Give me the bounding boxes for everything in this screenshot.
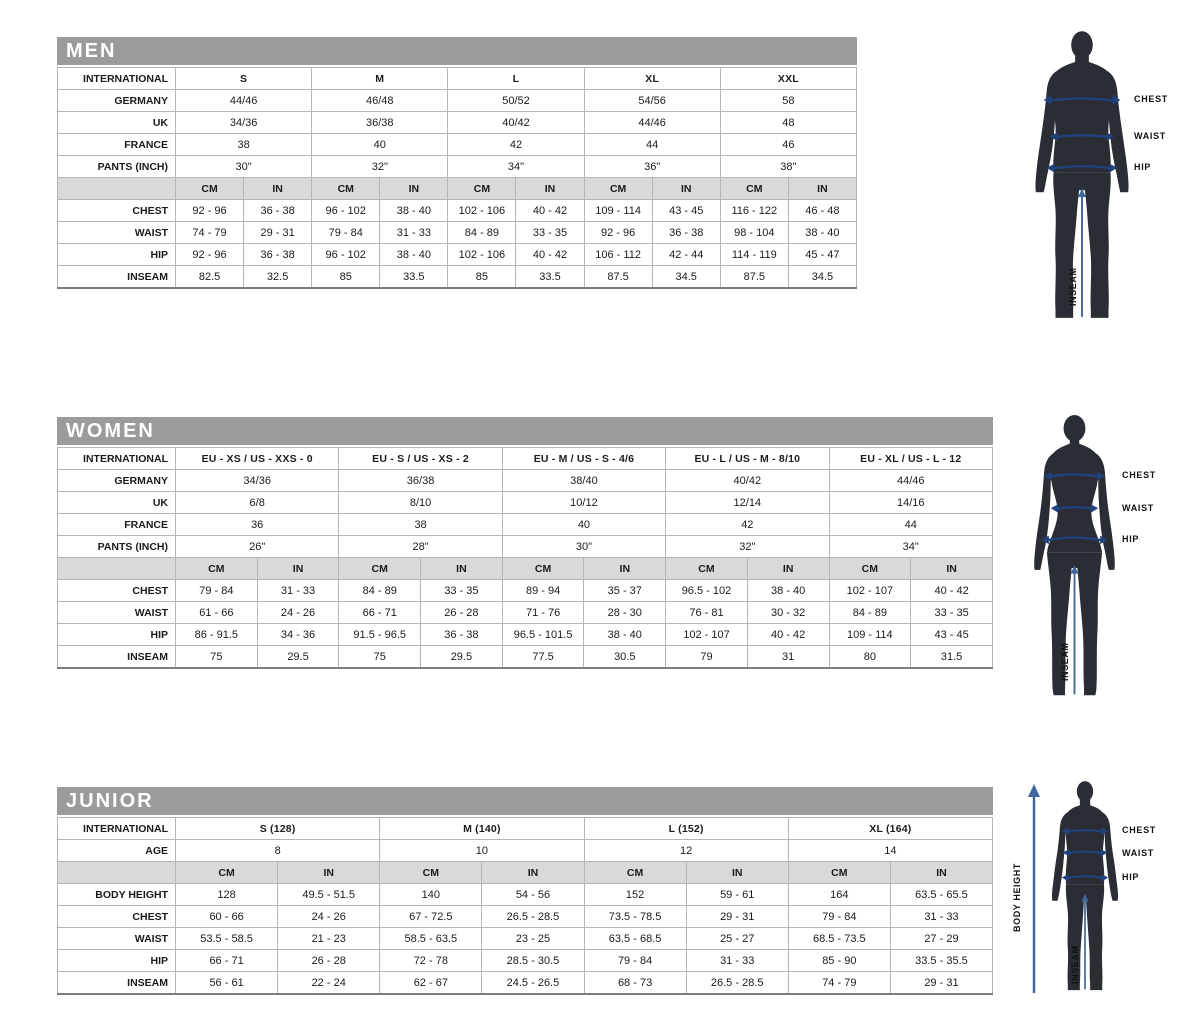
measure-value: 91.5 - 96.5 (339, 624, 421, 646)
size-value: EU - XS / US - XXS - 0 (176, 448, 339, 470)
measure-value: 27 - 29 (890, 928, 992, 950)
measure-value: 71 - 76 (502, 602, 584, 624)
men-title-bar (57, 37, 857, 65)
measure-value: 80 (829, 646, 911, 669)
unit-header: CM (380, 862, 482, 884)
unit-header-row (58, 862, 993, 884)
measure-value: 116 - 122 (720, 200, 788, 222)
measure-value: 38 - 40 (380, 244, 448, 266)
size-value: 54/56 (584, 90, 720, 112)
measure-value: 26 - 28 (278, 950, 380, 972)
unit-header: CM (584, 862, 686, 884)
size-value: 34/36 (176, 112, 312, 134)
measure-value: 66 - 71 (339, 602, 421, 624)
measure-value: 36 - 38 (244, 244, 312, 266)
measure-value: 49.5 - 51.5 (278, 884, 380, 906)
measure-value: 34.5 (788, 266, 856, 289)
size-value: 40 (502, 514, 665, 536)
measure-value: 31 - 33 (257, 580, 339, 602)
size-value: 44/46 (829, 470, 993, 492)
size-value: 36" (584, 156, 720, 178)
men-waist-label: WAIST (1134, 131, 1166, 141)
measure-value: 29 - 31 (244, 222, 312, 244)
measure-value: 26 - 28 (421, 602, 503, 624)
measure-value: 60 - 66 (176, 906, 278, 928)
unit-header: CM (176, 178, 244, 200)
measure-value: 77.5 (502, 646, 584, 669)
size-value: 34" (829, 536, 993, 558)
measure-value: 34.5 (652, 266, 720, 289)
measure-value: 96 - 102 (312, 244, 380, 266)
men-figure (1028, 30, 1182, 330)
size-value: 38 (176, 134, 312, 156)
measure-value: 68 - 73 (584, 972, 686, 995)
size-value: EU - XL / US - L - 12 (829, 448, 993, 470)
measure-value: 63.5 - 68.5 (584, 928, 686, 950)
row-label: WAIST (58, 928, 176, 950)
row-label: INTERNATIONAL (58, 448, 176, 470)
measure-row (58, 244, 857, 266)
measure-value: 34 - 36 (257, 624, 339, 646)
measure-value: 33.5 (516, 266, 584, 289)
size-row (58, 492, 993, 514)
measure-value: 54 - 56 (482, 884, 584, 906)
unit-header: IN (380, 178, 448, 200)
size-row (58, 536, 993, 558)
measure-value: 23 - 25 (482, 928, 584, 950)
junior-size-table (57, 817, 993, 995)
junior-silhouette-icon (1042, 781, 1128, 992)
measure-value: 87.5 (720, 266, 788, 289)
size-row (58, 514, 993, 536)
measure-value: 33 - 35 (421, 580, 503, 602)
row-label: INTERNATIONAL (58, 818, 176, 840)
row-label: WAIST (58, 222, 176, 244)
size-value: 40/42 (448, 112, 584, 134)
size-value: 50/52 (448, 90, 584, 112)
measure-value: 102 - 107 (829, 580, 911, 602)
unit-header: CM (339, 558, 421, 580)
measure-row (58, 580, 993, 602)
unit-header-row (58, 178, 857, 200)
women-chest-label: CHEST (1122, 470, 1157, 480)
unit-header: IN (911, 558, 993, 580)
unit-header: CM (502, 558, 584, 580)
measure-value: 74 - 79 (176, 222, 244, 244)
size-value: 44/46 (176, 90, 312, 112)
measure-value: 106 - 112 (584, 244, 652, 266)
men-hip-label: HIP (1134, 162, 1152, 172)
junior-title-bar (57, 787, 993, 815)
measure-value: 24 - 26 (257, 602, 339, 624)
junior-chest-label: CHEST (1122, 825, 1157, 835)
measure-value: 33 - 35 (516, 222, 584, 244)
row-label: GERMANY (58, 90, 176, 112)
size-value: 46 (720, 134, 856, 156)
measure-value: 31 (747, 646, 829, 669)
measure-value: 40 - 42 (516, 244, 584, 266)
row-label: WAIST (58, 602, 176, 624)
measure-value: 38 - 40 (584, 624, 666, 646)
size-row (58, 448, 993, 470)
measure-row (58, 222, 857, 244)
measure-value: 86 - 91.5 (176, 624, 258, 646)
size-row (58, 470, 993, 492)
measure-value: 36 - 38 (652, 222, 720, 244)
measure-value: 38 - 40 (380, 200, 448, 222)
women-title-bar (57, 417, 993, 445)
size-value: 14 (788, 840, 992, 862)
size-value: 44 (584, 134, 720, 156)
size-value: 44 (829, 514, 993, 536)
measure-value: 32.5 (244, 266, 312, 289)
measure-value: 59 - 61 (686, 884, 788, 906)
measure-value: 79 - 84 (176, 580, 258, 602)
row-label: INSEAM (58, 972, 176, 995)
measure-value: 31 - 33 (380, 222, 448, 244)
size-value: XL (164) (788, 818, 992, 840)
size-value: 48 (720, 112, 856, 134)
unit-header: IN (652, 178, 720, 200)
junior-inseam-label: INSEAM (1070, 945, 1080, 985)
unit-header: CM (788, 862, 890, 884)
unit-header: IN (747, 558, 829, 580)
row-label: BODY HEIGHT (58, 884, 176, 906)
row-label: HIP (58, 244, 176, 266)
size-value: 10 (380, 840, 584, 862)
measure-value: 38 - 40 (747, 580, 829, 602)
female-silhouette-icon (1022, 415, 1127, 700)
measure-value: 114 - 119 (720, 244, 788, 266)
measure-value: 92 - 96 (176, 200, 244, 222)
measure-value: 21 - 23 (278, 928, 380, 950)
size-row (58, 134, 857, 156)
size-value: 34/36 (176, 470, 339, 492)
size-value: 30" (502, 536, 665, 558)
size-value: 12 (584, 840, 788, 862)
measure-value: 29.5 (257, 646, 339, 669)
row-label: HIP (58, 624, 176, 646)
measure-value: 164 (788, 884, 890, 906)
measure-value: 24.5 - 26.5 (482, 972, 584, 995)
size-value: M (140) (380, 818, 584, 840)
measure-value: 82.5 (176, 266, 244, 289)
measure-value: 63.5 - 65.5 (890, 884, 992, 906)
junior-title: JUNIOR (66, 789, 154, 812)
measure-value: 102 - 107 (666, 624, 748, 646)
row-label: AGE (58, 840, 176, 862)
measure-value: 33.5 - 35.5 (890, 950, 992, 972)
measure-value: 76 - 81 (666, 602, 748, 624)
women-size-table (57, 447, 993, 669)
measure-value: 62 - 67 (380, 972, 482, 995)
measure-value: 43 - 45 (911, 624, 993, 646)
measure-value: 30 - 32 (747, 602, 829, 624)
measure-value: 128 (176, 884, 278, 906)
unit-header: CM (312, 178, 380, 200)
measure-value: 33.5 (380, 266, 448, 289)
men-chest-label: CHEST (1134, 94, 1169, 104)
measure-value: 40 - 42 (516, 200, 584, 222)
measure-value: 45 - 47 (788, 244, 856, 266)
size-value: 42 (666, 514, 829, 536)
size-value: XL (584, 68, 720, 90)
unit-header: IN (257, 558, 339, 580)
size-value: 44/46 (584, 112, 720, 134)
size-value: M (312, 68, 448, 90)
row-label: FRANCE (58, 134, 176, 156)
measure-value: 40 - 42 (747, 624, 829, 646)
measure-value: 58.5 - 63.5 (380, 928, 482, 950)
measure-value: 38 - 40 (788, 222, 856, 244)
measure-value: 28.5 - 30.5 (482, 950, 584, 972)
size-value: 46/48 (312, 90, 448, 112)
measure-value: 22 - 24 (278, 972, 380, 995)
size-value: 10/12 (502, 492, 665, 514)
inseam-arrow (1078, 188, 1086, 317)
size-value: 28" (339, 536, 502, 558)
junior-figure (1012, 781, 1182, 1017)
women-figure (1022, 415, 1182, 707)
measure-row (58, 884, 993, 906)
measure-value: 92 - 96 (176, 244, 244, 266)
measure-value: 36 - 38 (244, 200, 312, 222)
measure-value: 25 - 27 (686, 928, 788, 950)
size-row (58, 68, 857, 90)
junior-section (57, 787, 993, 995)
measure-value: 31 - 33 (686, 950, 788, 972)
size-value: S (176, 68, 312, 90)
measure-value: 84 - 89 (829, 602, 911, 624)
measure-value: 29.5 (421, 646, 503, 669)
men-inseam-label: INSEAM (1068, 267, 1078, 307)
women-title: WOMEN (66, 419, 155, 442)
size-value: 6/8 (176, 492, 339, 514)
measure-value: 53.5 - 58.5 (176, 928, 278, 950)
unit-header: CM (829, 558, 911, 580)
size-value: EU - M / US - S - 4/6 (502, 448, 665, 470)
men-size-table (57, 67, 857, 289)
size-row (58, 156, 857, 178)
measure-value: 43 - 45 (652, 200, 720, 222)
measure-row (58, 266, 857, 289)
row-label: INSEAM (58, 646, 176, 669)
unit-header: IN (584, 558, 666, 580)
measure-value: 68.5 - 73.5 (788, 928, 890, 950)
unit-header: CM (448, 178, 516, 200)
measure-value: 74 - 79 (788, 972, 890, 995)
measure-value: 31.5 (911, 646, 993, 669)
measure-value: 109 - 114 (829, 624, 911, 646)
size-value: 30" (176, 156, 312, 178)
unit-header: IN (244, 178, 312, 200)
size-value: 26" (176, 536, 339, 558)
unit-header: IN (482, 862, 584, 884)
junior-hip-label: HIP (1122, 872, 1140, 882)
measure-value: 85 (448, 266, 516, 289)
measure-value: 36 - 38 (421, 624, 503, 646)
measure-row (58, 602, 993, 624)
size-value: 32" (666, 536, 829, 558)
measure-value: 96 - 102 (312, 200, 380, 222)
unit-header-row (58, 558, 993, 580)
measure-value: 75 (176, 646, 258, 669)
size-value: 40 (312, 134, 448, 156)
size-value: EU - S / US - XS - 2 (339, 448, 502, 470)
measure-value: 102 - 106 (448, 244, 516, 266)
unit-header: IN (516, 178, 584, 200)
unit-header: CM (666, 558, 748, 580)
measure-value: 84 - 89 (448, 222, 516, 244)
size-row (58, 90, 857, 112)
measure-value: 24 - 26 (278, 906, 380, 928)
male-silhouette-icon (1028, 30, 1136, 325)
size-value: 32" (312, 156, 448, 178)
measure-value: 26.5 - 28.5 (686, 972, 788, 995)
size-value: 36/38 (339, 470, 502, 492)
size-value: EU - L / US - M - 8/10 (666, 448, 829, 470)
size-row (58, 818, 993, 840)
women-inseam-label: INSEAM (1060, 642, 1070, 682)
size-row (58, 112, 857, 134)
measure-value: 85 (312, 266, 380, 289)
junior-waist-label: WAIST (1122, 848, 1154, 858)
row-label (58, 862, 176, 884)
measure-value: 29 - 31 (890, 972, 992, 995)
measure-value: 92 - 96 (584, 222, 652, 244)
measure-value: 73.5 - 78.5 (584, 906, 686, 928)
row-label: CHEST (58, 200, 176, 222)
row-label: CHEST (58, 906, 176, 928)
measure-value: 35 - 37 (584, 580, 666, 602)
size-row (58, 840, 993, 862)
row-label: PANTS (INCH) (58, 156, 176, 178)
unit-header: CM (176, 862, 278, 884)
measure-row (58, 200, 857, 222)
size-value: L (448, 68, 584, 90)
measure-value: 46 - 48 (788, 200, 856, 222)
measure-value: 33 - 35 (911, 602, 993, 624)
size-value: XXL (720, 68, 856, 90)
men-title: MEN (66, 39, 117, 62)
row-label: HIP (58, 950, 176, 972)
measure-value: 84 - 89 (339, 580, 421, 602)
body-height-arrow (1026, 783, 1042, 995)
measure-value: 140 (380, 884, 482, 906)
row-label: UK (58, 492, 176, 514)
measure-value: 75 (339, 646, 421, 669)
size-value: 8/10 (339, 492, 502, 514)
measure-value: 31 - 33 (890, 906, 992, 928)
unit-header: IN (278, 862, 380, 884)
measure-value: 67 - 72.5 (380, 906, 482, 928)
unit-header: IN (421, 558, 503, 580)
measure-value: 30.5 (584, 646, 666, 669)
row-label: INTERNATIONAL (58, 68, 176, 90)
measure-row (58, 906, 993, 928)
row-label: GERMANY (58, 470, 176, 492)
size-value: 42 (448, 134, 584, 156)
women-hip-label: HIP (1122, 534, 1140, 544)
row-label (58, 178, 176, 200)
size-value: 8 (176, 840, 380, 862)
row-label: UK (58, 112, 176, 134)
measure-value: 98 - 104 (720, 222, 788, 244)
measure-value: 66 - 71 (176, 950, 278, 972)
row-label: FRANCE (58, 514, 176, 536)
measure-value: 85 - 90 (788, 950, 890, 972)
size-value: 38" (720, 156, 856, 178)
measure-row (58, 972, 993, 995)
measure-value: 152 (584, 884, 686, 906)
measure-row (58, 646, 993, 669)
measure-value: 102 - 106 (448, 200, 516, 222)
measure-row (58, 624, 993, 646)
measure-value: 42 - 44 (652, 244, 720, 266)
women-waist-label: WAIST (1122, 503, 1154, 513)
unit-header: IN (686, 862, 788, 884)
measure-value: 79 - 84 (312, 222, 380, 244)
measure-value: 40 - 42 (911, 580, 993, 602)
unit-header: CM (584, 178, 652, 200)
measure-value: 79 - 84 (788, 906, 890, 928)
size-value: 38/40 (502, 470, 665, 492)
row-label: PANTS (INCH) (58, 536, 176, 558)
unit-header: IN (890, 862, 992, 884)
size-value: L (152) (584, 818, 788, 840)
size-value: 40/42 (666, 470, 829, 492)
measure-row (58, 928, 993, 950)
measure-value: 28 - 30 (584, 602, 666, 624)
measure-value: 89 - 94 (502, 580, 584, 602)
measure-value: 87.5 (584, 266, 652, 289)
size-value: 34" (448, 156, 584, 178)
measure-value: 29 - 31 (686, 906, 788, 928)
women-section (57, 417, 993, 669)
row-label: INSEAM (58, 266, 176, 289)
measure-value: 79 - 84 (584, 950, 686, 972)
size-value: 12/14 (666, 492, 829, 514)
measure-value: 79 (666, 646, 748, 669)
size-value: 38 (339, 514, 502, 536)
size-value: 36 (176, 514, 339, 536)
men-section (57, 37, 857, 289)
unit-header: CM (720, 178, 788, 200)
inseam-arrow (1071, 565, 1079, 694)
size-value: 14/16 (829, 492, 993, 514)
measure-value: 96.5 - 102 (666, 580, 748, 602)
junior-body-height-label: BODY HEIGHT (1012, 863, 1022, 933)
measure-value: 109 - 114 (584, 200, 652, 222)
measure-value: 26.5 - 28.5 (482, 906, 584, 928)
size-value: 58 (720, 90, 856, 112)
measure-value: 56 - 61 (176, 972, 278, 995)
unit-header: IN (788, 178, 856, 200)
unit-header: CM (176, 558, 258, 580)
measure-row (58, 950, 993, 972)
row-label (58, 558, 176, 580)
measure-value: 61 - 66 (176, 602, 258, 624)
row-label: CHEST (58, 580, 176, 602)
size-value: 36/38 (312, 112, 448, 134)
measure-value: 72 - 78 (380, 950, 482, 972)
measure-value: 96.5 - 101.5 (502, 624, 584, 646)
size-value: S (128) (176, 818, 380, 840)
